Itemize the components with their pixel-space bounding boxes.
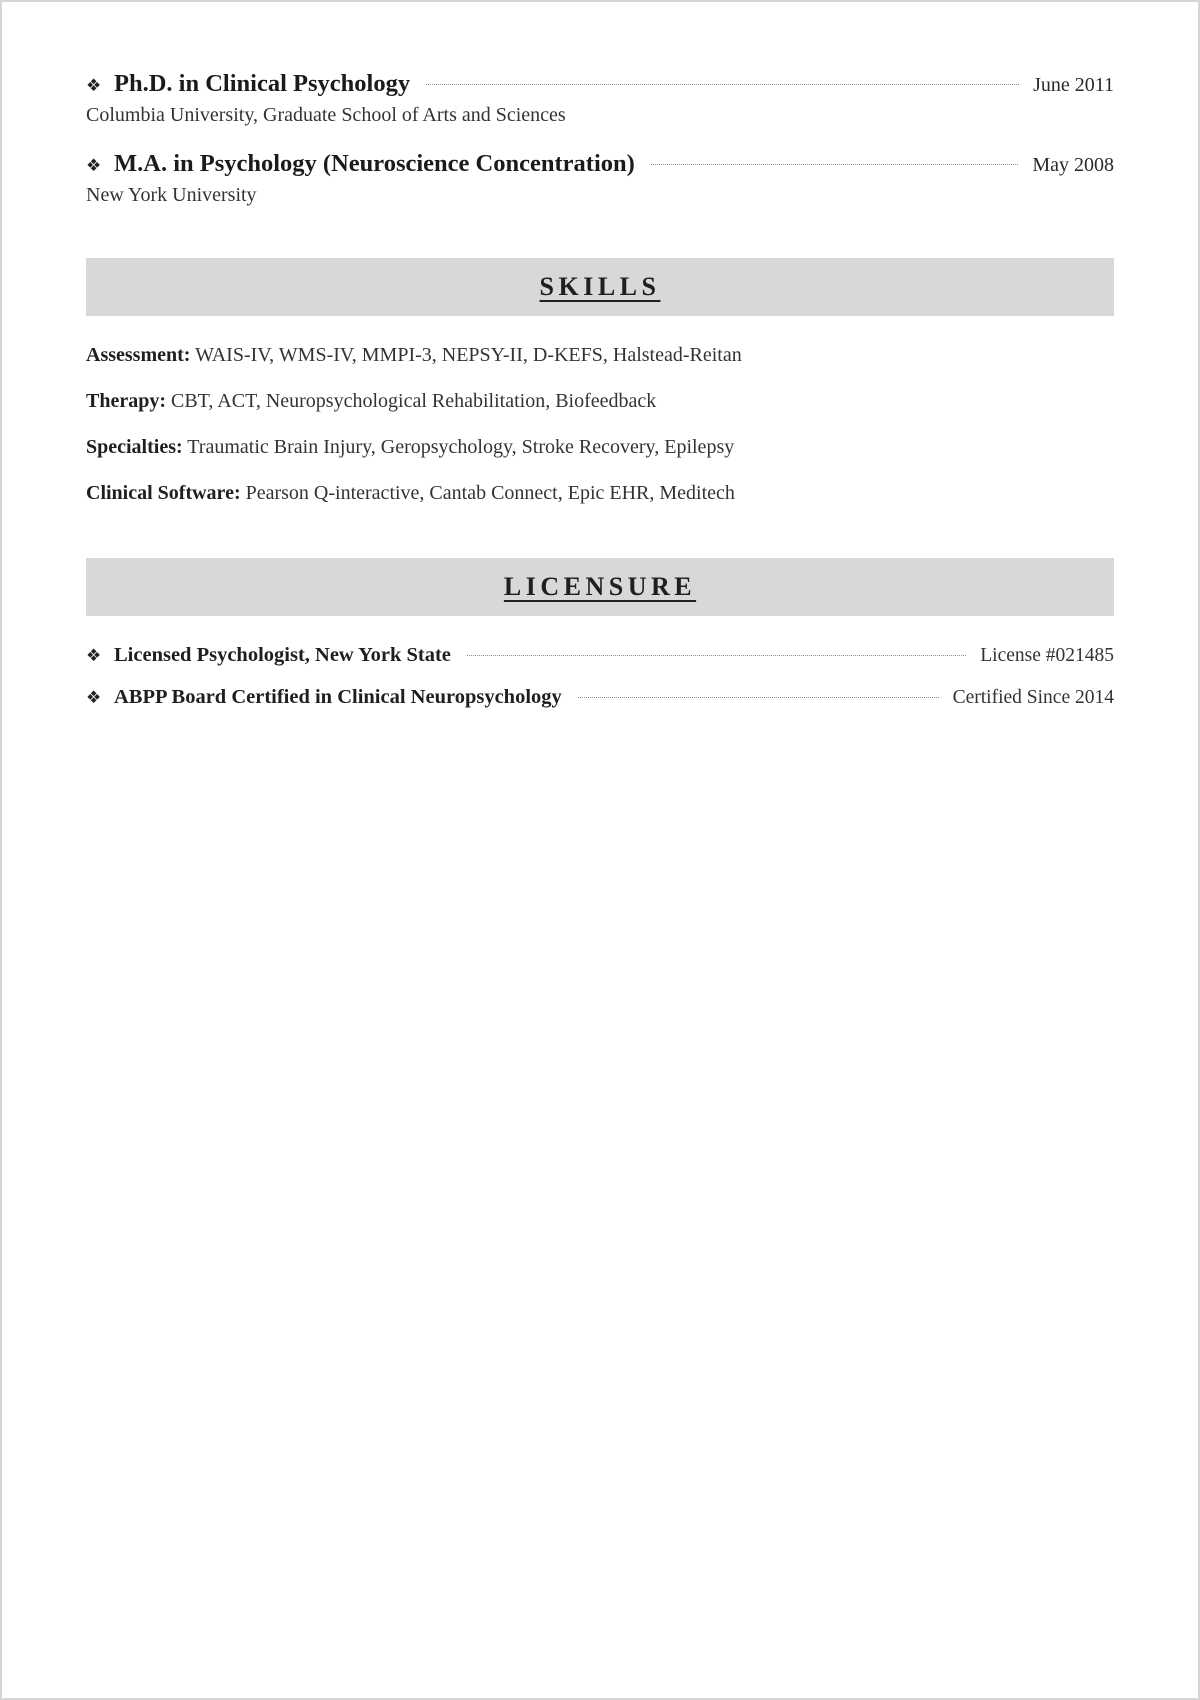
skill-row-specialties [86, 436, 734, 459]
diamond-bullet-icon: ❖ [86, 76, 102, 95]
licensure-section-header [86, 558, 1114, 616]
skill-label: Specialties: [86, 436, 183, 458]
institution-name: New York University [86, 184, 257, 206]
skills-section-header [86, 258, 1114, 316]
skill-label: Assessment: [86, 344, 191, 366]
skill-row-therapy [86, 390, 656, 413]
diamond-bullet-icon: ❖ [86, 156, 102, 175]
dotted-leader [426, 84, 1019, 85]
diamond-bullet-icon: ❖ [86, 646, 102, 665]
dotted-leader [651, 164, 1019, 165]
education-entry-header [86, 70, 1114, 98]
degree-title: M.A. in Psychology (Neuroscience Concentration) [114, 150, 635, 177]
licensure-detail: Certified Since 2014 [952, 687, 1114, 708]
diamond-bullet-icon: ❖ [86, 688, 102, 707]
skill-label: Clinical Software: [86, 482, 241, 504]
licensure-item [86, 644, 1114, 667]
skill-value: Traumatic Brain Injury, Geropsychology, Stroke Recovery, Epilepsy [187, 436, 735, 458]
degree-date: May 2008 [1032, 154, 1114, 176]
skills-heading: SKILLS [539, 272, 661, 301]
degree-date: June 2011 [1033, 74, 1114, 96]
licensure-heading: LICENSURE [503, 572, 697, 601]
skill-row-assessment [86, 344, 742, 367]
skill-row-clinical-software [86, 482, 735, 505]
education-entry [86, 150, 1114, 207]
degree-title: Ph.D. in Clinical Psychology [114, 70, 411, 97]
dotted-leader [467, 655, 966, 656]
skill-value: WAIS-IV, WMS-IV, MMPI-3, NEPSY-II, D-KEFS, Halstead-Reitan [195, 344, 742, 366]
institution-name: Columbia University, Graduate School of Arts and Sciences [86, 104, 566, 126]
licensure-title: Licensed Psychologist, New York State [114, 644, 451, 666]
dotted-leader [578, 697, 939, 698]
licensure-title: ABPP Board Certified in Clinical Neuropsychology [114, 686, 562, 708]
education-entry [86, 70, 1114, 127]
skill-value: CBT, ACT, Neuropsychological Rehabilitation, Biofeedback [171, 390, 657, 412]
licensure-item [86, 686, 1114, 709]
education-entry-header [86, 150, 1114, 178]
licensure-detail: License #021485 [980, 645, 1114, 666]
skill-label: Therapy: [86, 390, 166, 412]
skill-value: Pearson Q-interactive, Cantab Connect, Epic EHR, Meditech [245, 482, 735, 504]
